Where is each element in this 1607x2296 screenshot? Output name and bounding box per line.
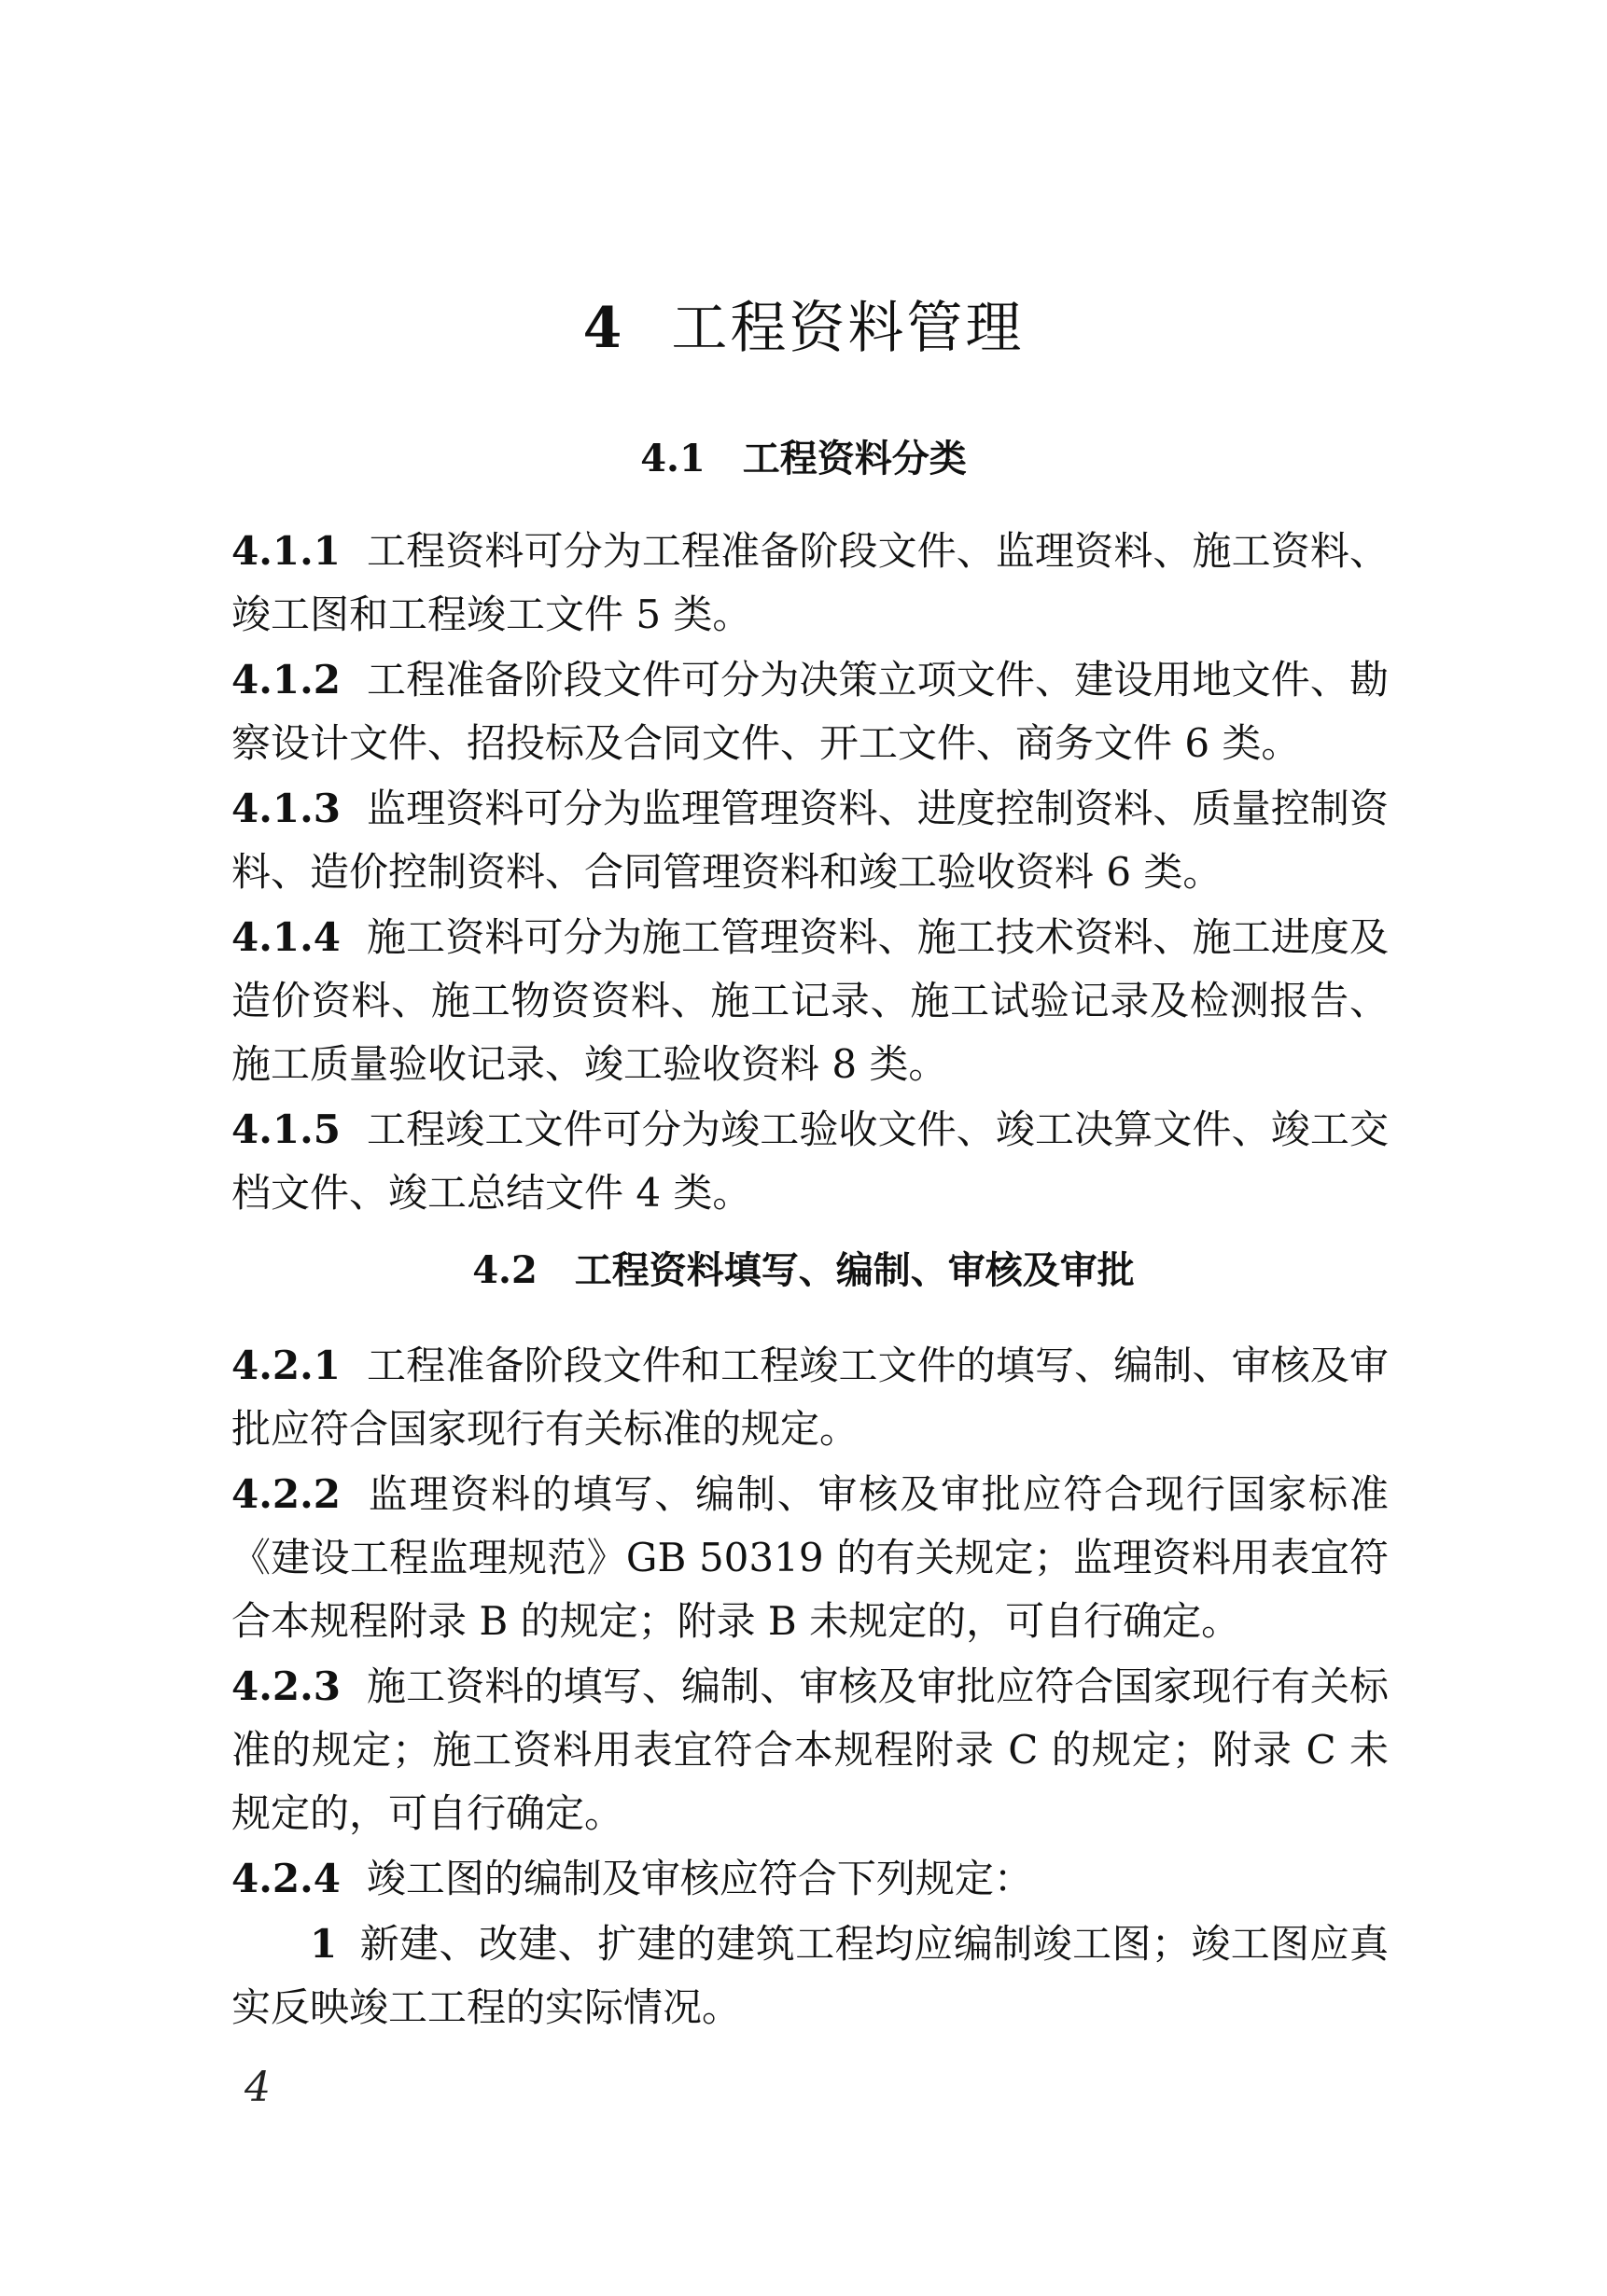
clause-4-1-5 [231, 1098, 1389, 1225]
clause-4-1-2 [231, 648, 1389, 775]
section-number: 4.1 [640, 437, 706, 480]
chapter-number: 4 [582, 296, 625, 361]
item-number: 1 [310, 1921, 338, 1967]
chapter-title-text: 工程资料管理 [671, 296, 1025, 361]
clause-number: 4.2.3 [231, 1663, 341, 1709]
item-text: 新建、改建、扩建的建筑工程均应编制竣工图；竣工图应真实反映竣工工程的实际情况。 [231, 1921, 1389, 2030]
list-item [231, 1913, 1389, 2039]
section-title-4-1 [0, 431, 1607, 487]
clause-4-2-3 [231, 1655, 1389, 1845]
clause-4-1-1 [231, 520, 1389, 647]
section-title-4-2 [0, 1243, 1607, 1299]
clause-4-1-3 [231, 777, 1389, 904]
clause-text: 施工资料的填写、编制、审核及审批应符合国家现行有关标准的规定；施工资料用表宜符合本规程附录 C 的规定；附录 C 未规定的，可自行确定。 [231, 1663, 1389, 1836]
clause-number: 4.2.1 [231, 1343, 341, 1388]
section-title-text: 工程资料分类 [742, 438, 967, 480]
clause-text: 竣工图的编制及审核应符合下列规定： [366, 1856, 1033, 1901]
section-4-2-body [231, 1334, 1389, 2041]
clause-4-1-4 [231, 906, 1389, 1096]
section-number: 4.2 [472, 1248, 538, 1292]
clause-text: 工程竣工文件可分为竣工验收文件、竣工决算文件、竣工交档文件、竣工总结文件 4 类。 [231, 1106, 1389, 1216]
clause-number: 4.1.2 [231, 657, 341, 703]
clause-4-2-1 [231, 1334, 1389, 1461]
section-4-1-body [231, 520, 1389, 1227]
clause-text: 工程准备阶段文件和工程竣工文件的填写、编制、审核及审批应符合国家现行有关标准的规定。 [231, 1343, 1389, 1452]
clause-text: 监理资料的填写、编制、审核及审批应符合现行国家标准《建设工程监理规范》GB 50319 的有关规定；监理资料用表宜符合本规程附录 B 的规定；附录 B 未规定的，可自行确定。 [231, 1471, 1389, 1644]
clause-text: 工程资料可分为工程准备阶段文件、监理资料、施工资料、竣工图和工程竣工文件 5 类。 [231, 528, 1389, 637]
clause-number: 4.2.4 [231, 1856, 341, 1901]
clause-4-2-4 [231, 1847, 1389, 1911]
page-number: 4 [245, 2064, 271, 2111]
clause-number: 4.1.5 [231, 1106, 341, 1152]
chapter-title [0, 291, 1607, 366]
clause-text: 监理资料可分为监理管理资料、进度控制资料、质量控制资料、造价控制资料、合同管理资料和竣工验收资料 6 类。 [231, 786, 1389, 895]
clause-text: 工程准备阶段文件可分为决策立项文件、建设用地文件、勘察设计文件、招投标及合同文件、开工文件、商务文件 6 类。 [231, 657, 1389, 766]
clause-text: 施工资料可分为施工管理资料、施工技术资料、施工进度及造价资料、施工物资资料、施工记录、施工试验记录及检测报告、施工质量验收记录、竣工验收资料 8 类。 [231, 914, 1389, 1087]
clause-4-2-2 [231, 1463, 1389, 1653]
clause-number: 4.1.1 [231, 528, 341, 574]
clause-number: 4.1.4 [231, 914, 341, 960]
clause-number: 4.2.2 [231, 1471, 341, 1517]
clause-number: 4.1.3 [231, 786, 341, 831]
section-title-text: 工程资料填写、编制、审核及审批 [574, 1249, 1135, 1292]
